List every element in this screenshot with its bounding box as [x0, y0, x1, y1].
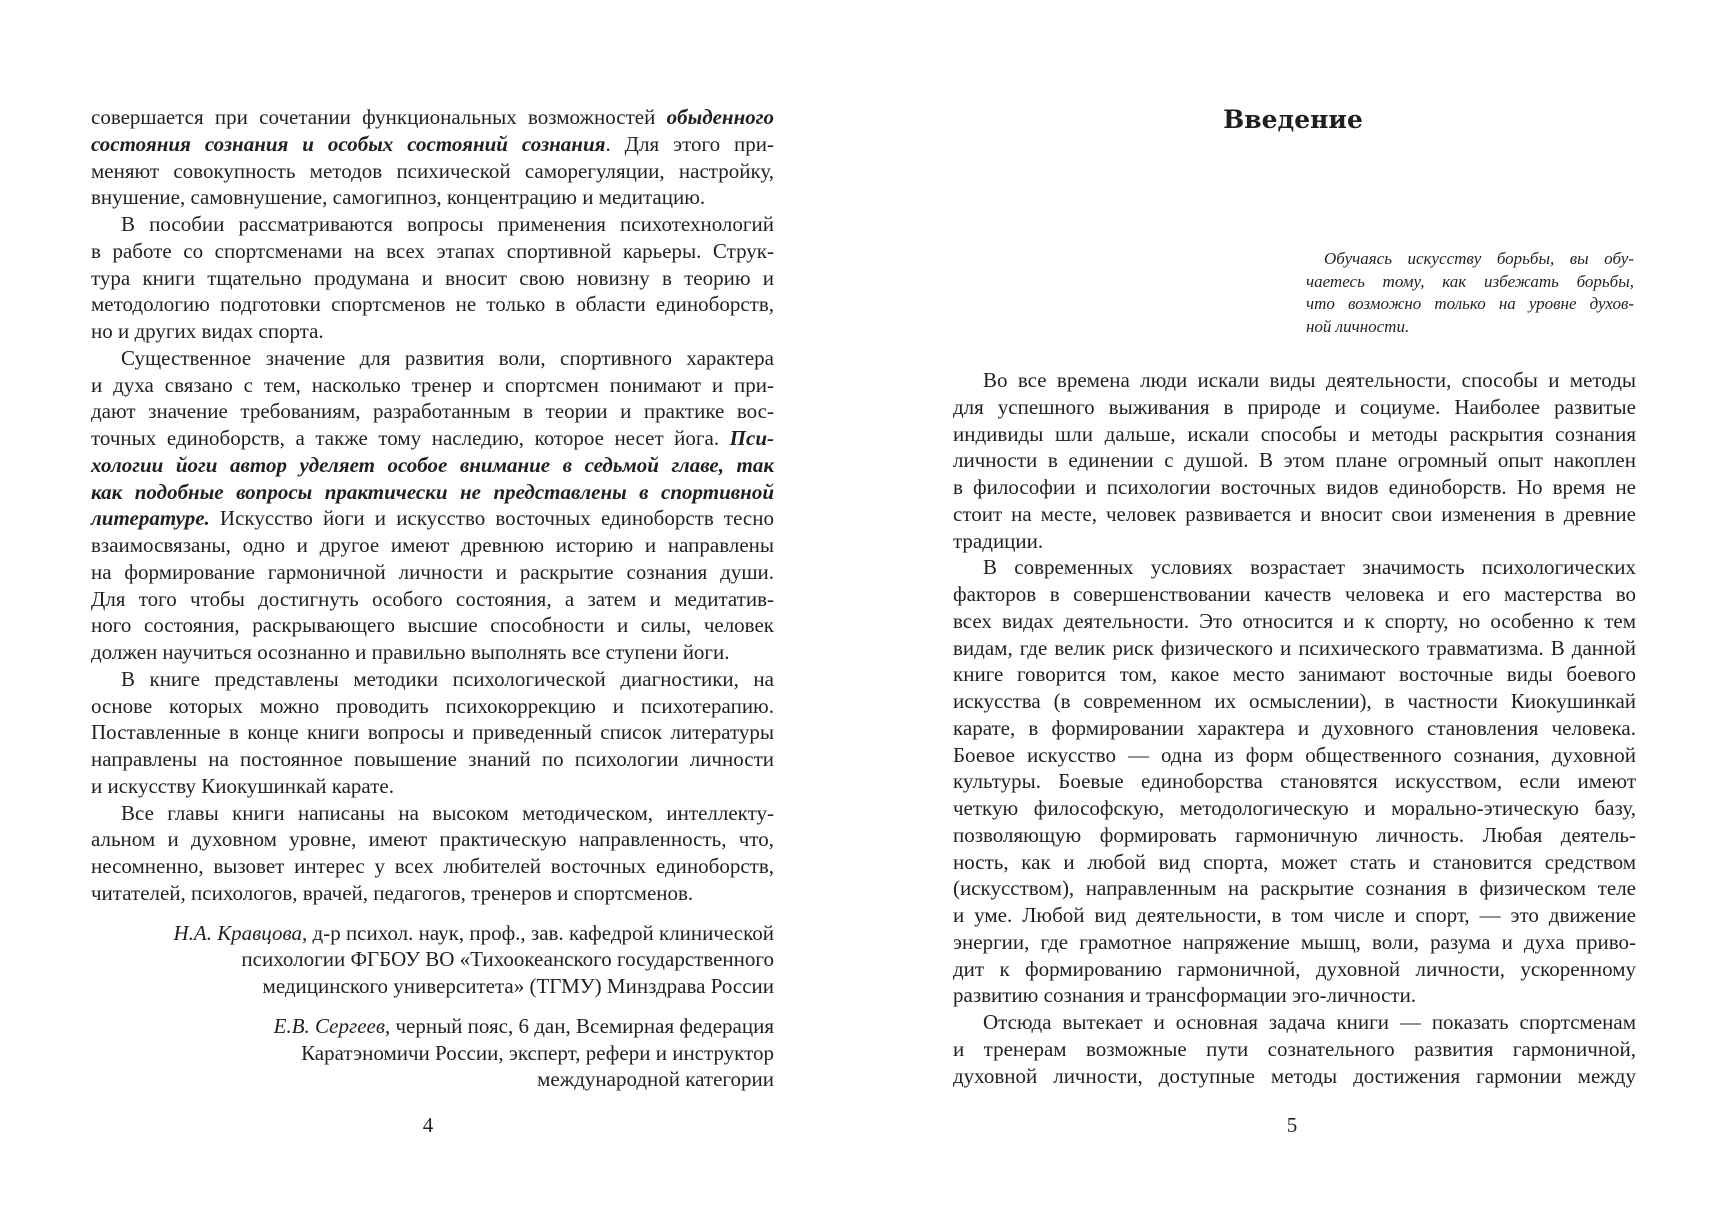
emphasized-text: литературе.: [91, 506, 210, 531]
text-line: факторов в совершенствовании качеств человека и его мастерства во: [953, 582, 1636, 606]
text-line: Боевое искусство — одна из форм общественного сознания, духовной: [953, 742, 1636, 767]
text-line: дит к формированию гармоничной, духовной личности, ускоренному: [953, 956, 1636, 981]
text-line: направлены на постоянное повышение знаний по психологии личности: [91, 747, 774, 771]
paragraph: [91, 666, 774, 800]
text-line: ного состояния, раскрывающего высшие способности и силы, человек: [91, 613, 774, 638]
text-line: [91, 425, 774, 452]
text-segment: , черный пояс, 6 дан, Всемирная федерация: [384, 1013, 774, 1038]
text-line: культуры. Боевые единоборства становятся искусством, если имеют: [953, 769, 1636, 794]
emphasized-text: Пси-: [729, 426, 774, 450]
text-segment: . Для этого при-: [605, 131, 774, 156]
text-line: в философии и психологии восточных видов единоборств. Но время не: [953, 475, 1636, 499]
page-number: 4: [422, 1113, 434, 1137]
paragraph: [91, 800, 774, 907]
left-page-body: [91, 104, 774, 1093]
text-segment: , д-р психол. наук, проф., зав. кафедрой клинической: [302, 920, 774, 945]
text-line: должен научиться осознанно и правильно выполнять все ступени йоги.: [91, 640, 730, 664]
text-line: и искусству Киокушинкай карате.: [91, 773, 394, 798]
text-line: Во все времена люди искали виды деятельности, способы и методы: [983, 368, 1636, 392]
text-line: [91, 505, 774, 532]
emphasized-text: Е.В. Сергеев: [273, 1013, 385, 1038]
text-segment: Искусство йоги и искусство восточных единоборств тесно: [209, 506, 774, 531]
text-line: методологию подготовки спортсменов не только в области единоборств,: [91, 292, 774, 317]
text-line: Отсюда вытекает и основная задача книги — показать спортсменам: [983, 1010, 1636, 1034]
text-line: [91, 479, 774, 506]
text-line: [91, 131, 774, 158]
text-line: Каратэномичи России, эксперт, рефери и инструктор: [301, 1040, 774, 1065]
text-line: читателей, психологов, врачей, педагогов, тренеров и спортсменов.: [91, 880, 694, 905]
text-line: В книге представлены методики психологической диагностики, на: [121, 666, 774, 691]
text-line: альном и духовном уровне, имеют практическую направленность, что,: [91, 827, 774, 852]
paragraph: [91, 104, 774, 211]
text-line: но и других видах спорта.: [91, 319, 324, 343]
text-line: искусства (в современном их осмыслении), в частности Киокушинкай: [953, 689, 1636, 713]
text-line: медицинского университета» (ТГМУ) Минздрава России: [262, 974, 774, 998]
text-line: ной личности.: [1306, 316, 1410, 336]
text-line: индивиды шли дальше, искали способы и методы раскрытия сознания: [953, 421, 1636, 446]
text-line: [91, 920, 774, 947]
text-line: всех видах деятельности. Это относится и к спорту, но особенно к тем: [953, 608, 1636, 633]
emphasized-text: состояния сознания и особых состояний сознания: [91, 131, 606, 156]
text-line: карате, в формировании характера и духовного становления человека.: [953, 715, 1636, 740]
text-line: чаетесь тому, как избежать борьбы,: [1306, 271, 1634, 291]
reviewer-signature: [91, 920, 774, 1000]
text-line: в работе со спортсменами на всех этапах спортивной карьеры. Струк-: [91, 238, 774, 263]
text-line: личности в единении с душой. В этом плане огромный опыт накоплен: [953, 448, 1636, 473]
paragraph: [953, 554, 1636, 1009]
text-line: для успешного выживания в природе и социуме. Наиболее развитые: [953, 394, 1636, 419]
text-line: взаимосвязаны, одно и другое имеют древнюю историю и направлены: [91, 533, 774, 557]
emphasized-text: Н.А. Кравцова: [173, 920, 303, 945]
text-line: стоит на месте, человек развивается и вносит свои изменения в древние: [953, 501, 1636, 526]
text-line: духовной личности, доступные методы достижения гармонии между: [953, 1063, 1636, 1088]
text-line: В пособии рассматриваются вопросы применения психотехнологий: [121, 212, 774, 236]
text-line: традиции.: [953, 528, 1044, 553]
text-line: меняют совокупность методов психической саморегуляции, настройку,: [91, 158, 774, 183]
page-number: 5: [1286, 1113, 1298, 1137]
text-line: видам, где велик риск физического и психического травматизма. В данной: [953, 635, 1636, 660]
right-page-body: [953, 367, 1636, 1089]
text-line: Для того чтобы достигнуть особого состояния, а затем и медитатив-: [91, 586, 774, 611]
text-line: В современных условиях возрастает значимость психологических: [983, 555, 1636, 580]
text-line: (искусством), направленным на раскрытие сознания в физическом теле: [953, 876, 1636, 901]
text-line: [91, 104, 774, 131]
text-line: [91, 1013, 774, 1040]
text-line: книге говорится том, какое место занимают восточные виды боевого: [953, 662, 1636, 687]
text-line: что возможно только на уровне духов-: [1306, 294, 1634, 314]
text-line: Существенное значение для развития воли, спортивного характера: [121, 345, 774, 370]
paragraph: [953, 1009, 1636, 1089]
paragraph: [953, 367, 1636, 554]
paragraph: [91, 345, 774, 666]
paragraph: [91, 211, 774, 345]
text-line: развитию сознания и трансформации эго-личности.: [953, 983, 1417, 1008]
chapter-title: Введение: [1223, 105, 1363, 134]
text-segment: точных единоборств, а также тому наследию, которое несет йога.: [91, 426, 730, 450]
text-line: и тренерам возможные пути сознательного развития гармоничной,: [953, 1036, 1636, 1061]
text-line: энергии, где грамотное напряжение мышц, воли, разума и духа приво-: [953, 929, 1636, 954]
text-line: международной категории: [537, 1067, 774, 1092]
text-line: Обучаясь искусству борьбы, вы обу-: [1324, 249, 1634, 268]
text-segment: совершается при сочетании функциональных возможностей: [91, 105, 667, 129]
emphasized-text: как подобные вопросы практически не представлены в спортивной: [91, 479, 774, 504]
reviewer-signature: [91, 1013, 774, 1093]
text-line: четкую философскую, методологическую и морально-этическую базу,: [953, 796, 1636, 820]
text-line: психологии ФГБОУ ВО «Тихоокеанского государственного: [241, 947, 774, 972]
epigraph: [1306, 248, 1634, 338]
emphasized-text: обыденного: [666, 105, 774, 129]
text-line: [91, 452, 774, 479]
text-line: внушение, самовнушение, самогипноз, концентрацию и медитацию.: [91, 185, 706, 210]
text-line: дают значение требованиям, разработанным в теории и практике вос-: [91, 399, 774, 424]
text-line: и духа связано с тем, насколько тренер и спортсмен понимают и при-: [91, 372, 774, 397]
emphasized-text: хологии йоги автор уделяет особое внимание в седьмой главе, так: [91, 452, 774, 477]
text-line: ность, как и любой вид спорта, может стать и становится средством: [953, 849, 1636, 874]
text-line: позволяющую формировать гармоничную личность. Любая деятель-: [953, 822, 1636, 847]
text-line: тура книги тщательно продумана и вносит свою новизну в теорию и: [91, 265, 774, 290]
text-line: на формирование гармоничной личности и раскрытие сознания души.: [91, 559, 774, 584]
text-line: и уме. Любой вид деятельности, в том числе и спорт, — это движение: [953, 903, 1636, 927]
text-line: несомненно, вызовет интерес у всех любителей восточных единоборств,: [91, 854, 774, 878]
text-line: Поставленные в конце книги вопросы и приведенный список литературы: [91, 720, 774, 745]
text-line: Все главы книги написаны на высоком методическом, интеллекту-: [121, 800, 774, 825]
text-line: основе которых можно проводить психокоррекцию и психотерапию.: [91, 693, 774, 718]
